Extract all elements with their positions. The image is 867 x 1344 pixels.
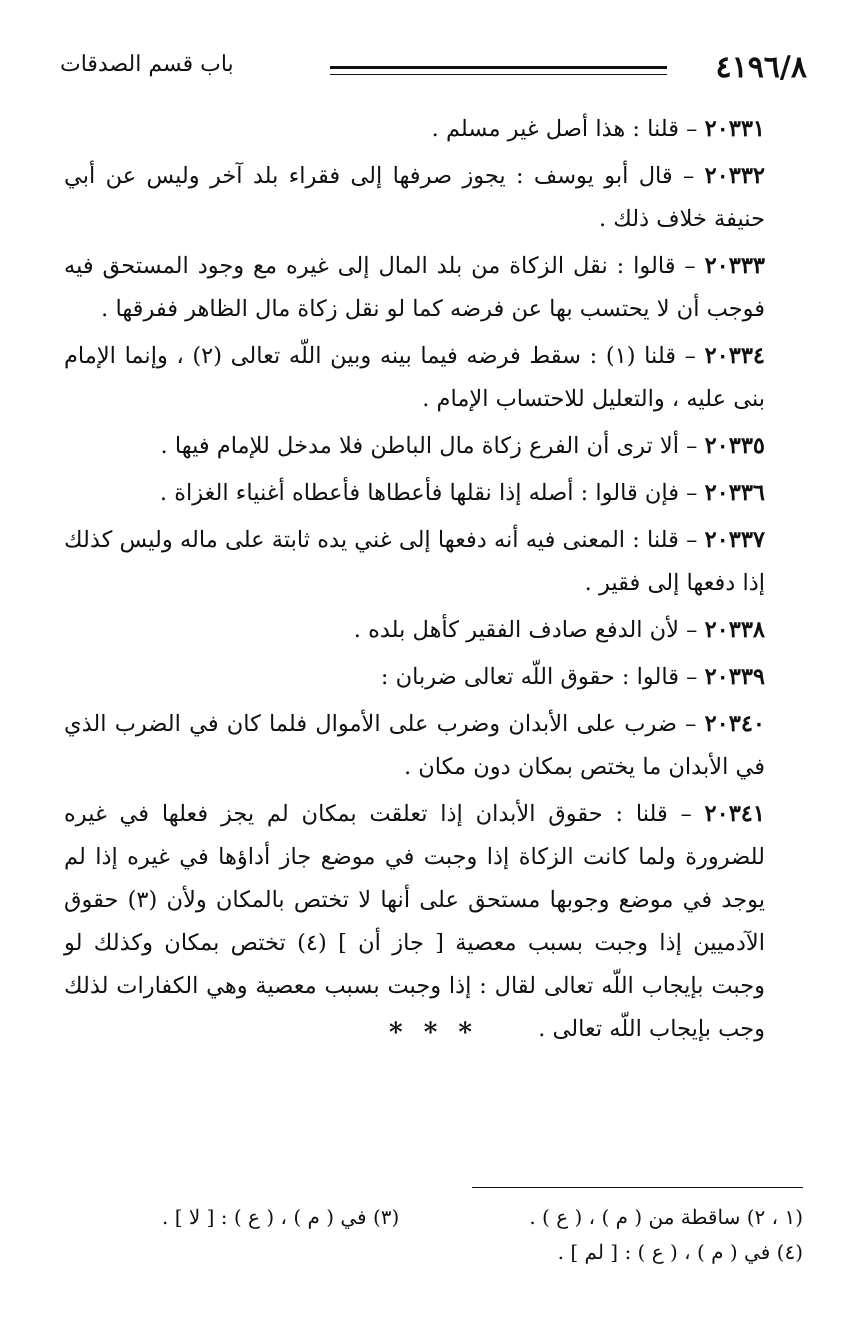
paragraph-20338: ٢٠٣٣٨ – لأن الدفع صادف الفقير كأهل بلده . <box>353 617 765 643</box>
paragraph-20337: ٢٠٣٣٧ – قلنا : المعنى فيه أنه دفعها إلى غني يده ثابتة على ماله وليس كذلك إذا دفعها إلى فقير . <box>64 527 765 596</box>
paragraph-20340: ٢٠٣٤٠ – ضرب على الأبدان وضرب على الأموال فلما كان في الضرب الذي في الأبدان ما يختص بمكان دون مكان . <box>64 711 765 780</box>
footnote-1-2: (١ ، ٢) ساقطة من ( م ) ، ( ع ) . <box>529 1205 803 1229</box>
paragraph-text: قلنا : هذا أصل غير مسلم . <box>431 116 679 142</box>
paragraph-number: ٢٠٣٣٥ <box>704 433 765 459</box>
paragraph-text: قلنا : حقوق الأبدان إذا تعلقت بمكان لم يجز فعلها في غيره للضرورة ولما كانت الزكاة إذا وجبت في موضع جاز أداؤها في غيره إذا لم يوجد في موضع وجوبها مستحق على أنها لا تختص بالمكان ولأن (٣) حقوق الآدميين إذا وجبت بسبب معصية [ جاز أن ] (٤) تختص بمكان وكذلك لو وجبت بإيجاب اللّه تعالى لقال : إذا وجبت بسبب معصية وهي الكفارات لذلك وجب بإيجاب اللّه تعالى . <box>64 801 765 1042</box>
paragraph-text: قال أبو يوسف : يجوز صرفها إلى فقراء بلد آخر وليس عن أبي حنيفة خلاف ذلك . <box>64 163 765 232</box>
footnote-rule <box>472 1187 803 1188</box>
paragraph-text: قلنا (١) : سقط فرضه فيما بينه وبين اللّه تعالى (٢) ، وإنما الإمام بنى عليه ، والتعليل للاحتساب الإمام . <box>64 343 765 412</box>
paragraph-number: ٢٠٣٣٢ <box>704 163 765 189</box>
page-number: ٤١٩٦/٨ <box>715 50 807 85</box>
paragraph-20334: ٢٠٣٣٤ – قلنا (١) : سقط فرضه فيما بينه وبين اللّه تعالى (٢) ، وإنما الإمام بنى عليه ، والتعليل للاحتساب الإمام . <box>64 343 766 412</box>
paragraph-text: ألا ترى أن الفرع زكاة مال الباطن فلا مدخل للإمام فيها . <box>160 433 679 459</box>
paragraph-text: قالوا : نقل الزكاة من بلد المال إلى غيره مع وجود المستحق فيه فوجب أن لا يحتسب بها عن فرضه كما لو نقل زكاة مال الظاهر ففرقها . <box>64 253 765 322</box>
paragraph-number: ٢٠٣٣٤ <box>704 343 766 369</box>
paragraph-text: لأن الدفع صادف الفقير كأهل بلده . <box>353 617 679 643</box>
paragraph-20336: ٢٠٣٣٦ – فإن قالوا : أصله إذا نقلها فأعطاها فأعطاه أغنياء الغزاة . <box>159 480 765 506</box>
paragraph-20333: ٢٠٣٣٣ – قالوا : نقل الزكاة من بلد المال إلى غيره مع وجود المستحق فيه فوجب أن لا يحتسب بها عن فرضه كما لو نقل زكاة مال الظاهر ففرقها . <box>64 253 765 322</box>
paragraph-number: ٢٠٣٣١ <box>704 116 765 142</box>
paragraph-number: ٢٠٣٤١ <box>704 801 765 827</box>
paragraph-number: ٢٠٣٣٩ <box>704 664 765 690</box>
paragraph-text: قلنا : المعنى فيه أنه دفعها إلى غني يده ثابتة على ماله وليس كذلك إذا دفعها إلى فقير . <box>64 527 765 596</box>
chapter-title: باب قسم الصدقات <box>60 52 234 77</box>
paragraph-text: ضرب على الأبدان وضرب على الأموال فلما كان في الضرب الذي في الأبدان ما يختص بمكان دون مكان . <box>64 711 765 780</box>
paragraph-text: فإن قالوا : أصله إذا نقلها فأعطاها فأعطاه أغنياء الغزاة . <box>159 480 679 506</box>
paragraph-number: ٢٠٣٣٦ <box>704 480 765 506</box>
paragraph-20339: ٢٠٣٣٩ – قالوا : حقوق اللّه تعالى ضربان : <box>380 664 765 690</box>
section-separator: * * * <box>389 1018 478 1048</box>
page-body <box>64 108 803 1055</box>
paragraph-20335: ٢٠٣٣٥ – ألا ترى أن الفرع زكاة مال الباطن فلا مدخل للإمام فيها . <box>160 433 765 459</box>
footnote-4: (٤) في ( م ) ، ( ع ) : [ لم ] . <box>557 1240 803 1264</box>
footnote-3: (٣) في ( م ) ، ( ع ) : [ لا ] . <box>162 1205 400 1229</box>
paragraph-20332: ٢٠٣٣٢ – قال أبو يوسف : يجوز صرفها إلى فقراء بلد آخر وليس عن أبي حنيفة خلاف ذلك . <box>64 163 765 232</box>
paragraph-number: ٢٠٣٣٨ <box>704 617 765 643</box>
paragraph-number: ٢٠٣٤٠ <box>704 711 765 737</box>
header-double-rule <box>330 66 667 75</box>
page-header <box>60 48 807 98</box>
paragraph-20341: ٢٠٣٤١ – قلنا : حقوق الأبدان إذا تعلقت بمكان لم يجز فعلها في غيره للضرورة ولما كانت الزكاة إذا وجبت في موضع جاز أداؤها في غيره إذا لم يوجد في موضع وجوبها مستحق على أنها لا تختص بالمكان ولأن (٣) حقوق الآدميين إذا وجبت بسبب معصية [ جاز أن ] (٤) تختص بمكان وكذلك لو وجبت بإيجاب اللّه تعالى لقال : إذا وجبت بسبب معصية وهي الكفارات لذلك وجب بإيجاب اللّه تعالى . <box>64 801 765 1042</box>
paragraph-20331: ٢٠٣٣١ – قلنا : هذا أصل غير مسلم . <box>431 116 765 142</box>
paragraph-number: ٢٠٣٣٣ <box>704 253 765 279</box>
paragraph-text: قالوا : حقوق اللّه تعالى ضربان : <box>380 664 679 690</box>
paragraph-number: ٢٠٣٣٧ <box>704 527 765 553</box>
